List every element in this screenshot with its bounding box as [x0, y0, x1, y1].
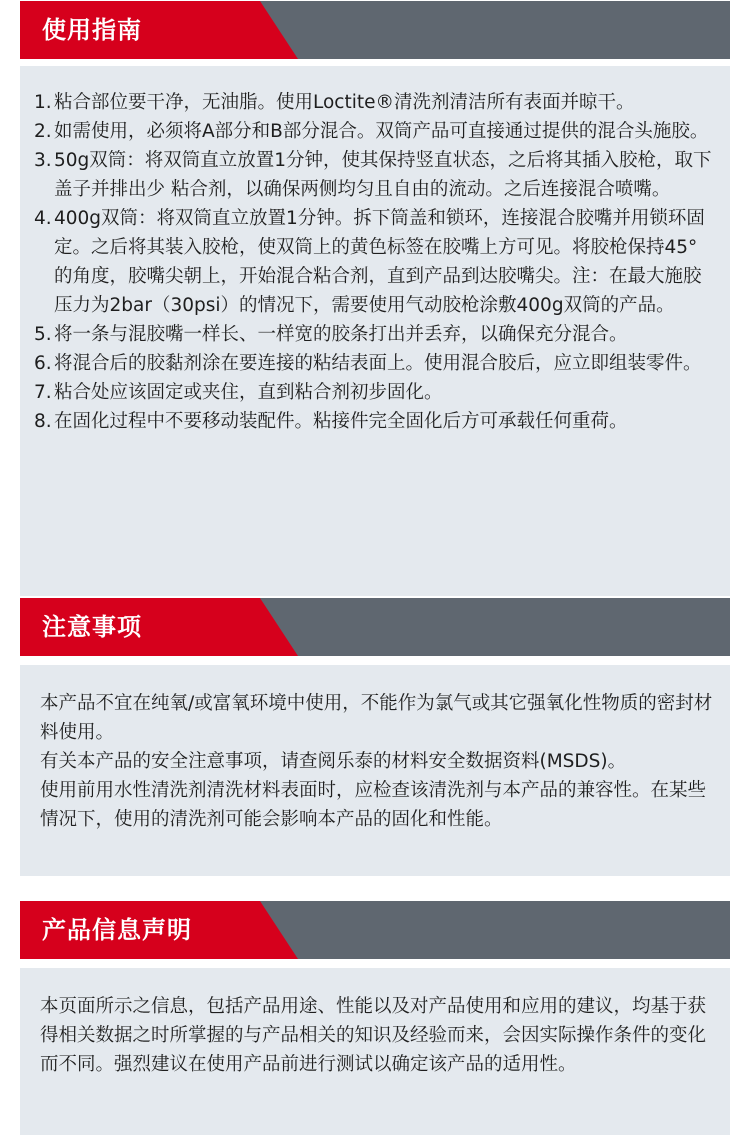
list-item: 8. 在固化过程中不要移动装配件。粘接件完全固化后方可承载任何重荷。 [34, 411, 628, 432]
disclaimer-section [20, 901, 730, 1135]
usage-header [20, 1, 730, 59]
notes-paragraph: 有关本产品的安全注意事项，请查阅乐泰的材料安全数据资料(MSDS)。 [40, 751, 627, 772]
list-item: 2. 如需使用，必须将A部分和B部分混合。双筒产品可直接通过提供的混合头施胶。 [34, 121, 709, 142]
usage-section [20, 1, 730, 596]
disclaimer-title: 产品信息声明 [42, 916, 192, 944]
notes-title: 注意事项 [42, 613, 142, 641]
usage-title: 使用指南 [42, 16, 142, 44]
disclaimer-header [20, 901, 730, 959]
notes-paragraph: 本产品不宜在纯氧/或富氧环境中使用，不能作为氯气或其它强氧化性物质的密封材料使用。 [40, 693, 713, 743]
notes-header [20, 598, 730, 656]
usage-body [20, 66, 730, 596]
list-item: 4. 400g双筒：将双筒直立放置1分钟。拆下筒盖和锁环，连接混合胶嘴并用锁环固定。之后将其装入胶枪，使双筒上的黄色标签在胶嘴上方可见。将胶枪保持45°的角度，胶嘴尖朝上，开始混合粘合剂，直到产品到达胶嘴尖。注：在最大施胶压力为2bar（30psi）的情况下，需要使用气动胶枪涂敷400g双筒的产品。 [34, 208, 705, 316]
notes-body [20, 665, 730, 876]
list-item: 7. 粘合处应该固定或夹住，直到粘合剂初步固化。 [34, 382, 443, 403]
notes-paragraph: 使用前用水性清洗剂清洗材料表面时，应检查该清洗剂与本产品的兼容性。在某些情况下，使用的清洗剂可能会影响本产品的固化和性能。 [40, 780, 707, 830]
notes-section [20, 598, 730, 876]
list-item: 3. 50g双筒：将双筒直立放置1分钟，使其保持竖直状态，之后将其插入胶枪，取下盖子并排出少 粘合剂，以确保两侧均匀且自由的流动。之后连接混合喷嘴。 [34, 150, 712, 200]
disclaimer-paragraph: 本页面所示之信息，包括产品用途、性能以及对产品使用和应用的建议，均基于获得相关数据之时所掌握的与产品相关的知识及经验而来，会因实际操作条件的变化而不同。强烈建议在使用产品前进行测试以确定该产品的适用性。 [40, 996, 707, 1075]
list-item: 1. 粘合部位要干净，无油脂。使用Loctite®清洗剂清洁所有表面并晾干。 [34, 92, 635, 113]
list-item: 5. 将一条与混胶嘴一样长、一样宽的胶条打出并丢弃，以确保充分混合。 [34, 324, 628, 345]
disclaimer-body [20, 968, 730, 1135]
list-item: 6. 将混合后的胶黏剂涂在要连接的粘结表面上。使用混合胶后，应立即组装零件。 [34, 353, 702, 374]
usage-steps-list [20, 66, 730, 436]
